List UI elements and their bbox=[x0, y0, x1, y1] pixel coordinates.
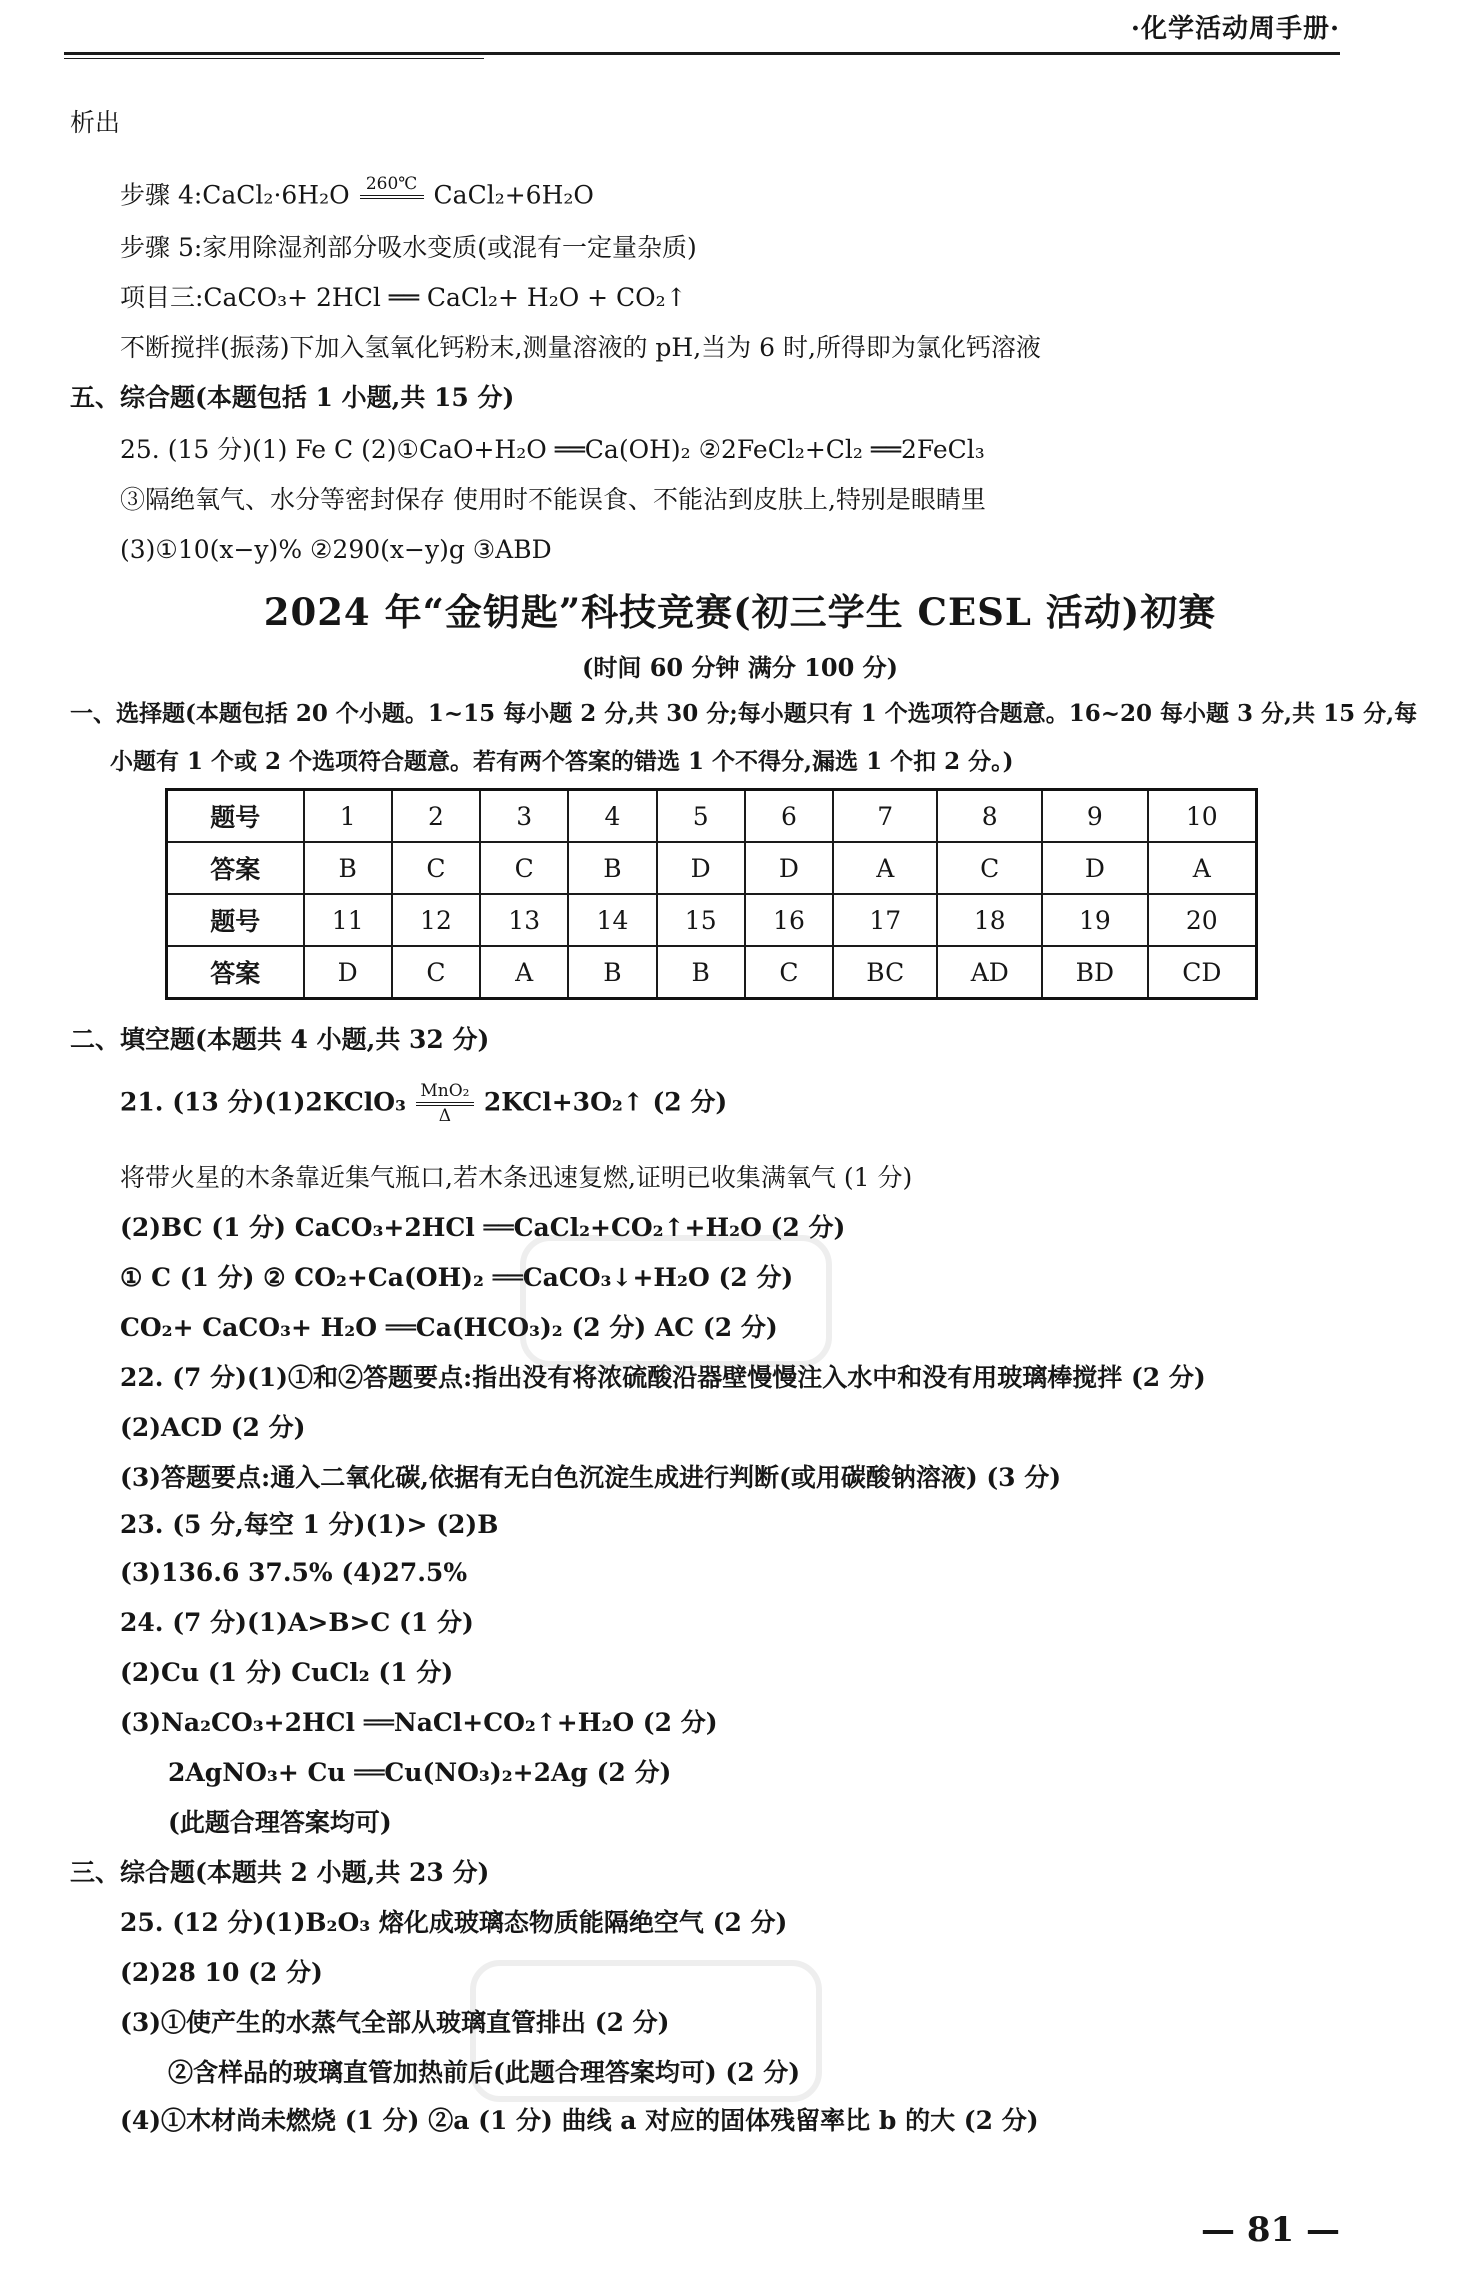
text-line: 析出 bbox=[70, 108, 121, 137]
table-cell: BC bbox=[833, 946, 937, 999]
table-cell: 17 bbox=[833, 894, 937, 946]
heat-symbol: Δ bbox=[438, 1106, 452, 1126]
reaction-right: CaCl₂+6H₂O bbox=[433, 180, 594, 210]
table-cell: 9 bbox=[1042, 790, 1148, 843]
row-label: 答案 bbox=[167, 842, 304, 894]
table-cell: B bbox=[568, 842, 656, 894]
text-line: 不断搅拌(振荡)下加入氢氧化钙粉末,测量溶液的 pH,当为 6 时,所得即为氯化钙溶液 bbox=[120, 333, 1041, 362]
exam-title: 2024 年“金钥匙”科技竞赛(初三学生 CESL 活动)初赛 bbox=[263, 590, 1217, 634]
row-label: 题号 bbox=[167, 790, 304, 843]
page-number: — 81 — bbox=[1201, 2210, 1340, 2250]
table-cell: 16 bbox=[745, 894, 833, 946]
text-line: 将带火星的木条靠近集气瓶口,若木条迅速复燃,证明已收集满氧气 (1 分) bbox=[120, 1163, 913, 1192]
reaction-left: 步骤 4:CaCl₂·6H₂O bbox=[120, 180, 350, 210]
exam-subtitle: (时间 60 分钟 满分 100 分) bbox=[582, 653, 898, 682]
table-cell: 20 bbox=[1148, 894, 1257, 946]
text-line: (3)Na₂CO₃+2HCl ══NaCl+CO₂↑+H₂O (2 分) bbox=[120, 1708, 718, 1737]
section-heading: 五、综合题(本题包括 1 小题,共 15 分) bbox=[70, 383, 515, 412]
table-cell: D bbox=[745, 842, 833, 894]
text-line: (此题合理答案均可) bbox=[168, 1808, 392, 1837]
table-cell: 2 bbox=[392, 790, 480, 843]
text-line: ① C (1 分) ② CO₂+Ca(OH)₂ ══CaCO₃↓+H₂O (2 分) bbox=[120, 1263, 794, 1292]
text-line: (2)Cu (1 分) CuCl₂ (1 分) bbox=[120, 1658, 454, 1687]
table-cell: C bbox=[937, 842, 1042, 894]
table-cell: C bbox=[745, 946, 833, 999]
text-line: (2)ACD (2 分) bbox=[120, 1413, 306, 1442]
text-line: (3)136.6 37.5% (4)27.5% bbox=[120, 1558, 468, 1587]
table-row bbox=[167, 894, 1257, 946]
q21-line1 bbox=[120, 1083, 727, 1125]
text-line: CO₂+ CaCO₃+ H₂O ══Ca(HCO₃)₂ (2 分) AC (2 分) bbox=[120, 1313, 778, 1342]
table-cell: D bbox=[304, 946, 392, 999]
text-line: ②含样品的玻璃直管加热前后(此题合理答案均可) (2 分) bbox=[168, 2058, 801, 2087]
watermark-stamp bbox=[470, 1960, 822, 2102]
table-cell: C bbox=[392, 946, 480, 999]
section-heading: 一、选择题(本题包括 20 个小题。1~15 每小题 2 分,共 30 分;每小题只有 1 个选项符合题意。16~20 每小题 3 分,共 15 分,每 bbox=[70, 700, 1418, 727]
table-cell: 8 bbox=[937, 790, 1042, 843]
table-cell: 6 bbox=[745, 790, 833, 843]
table-cell: 4 bbox=[568, 790, 656, 843]
text-line: 步骤 5:家用除湿剂部分吸水变质(或混有一定量杂质) bbox=[120, 233, 697, 262]
row-label: 答案 bbox=[167, 946, 304, 999]
catalyst-arrow bbox=[416, 1083, 474, 1125]
text-line: (2)28 10 (2 分) bbox=[120, 1958, 323, 1987]
table-cell: CD bbox=[1148, 946, 1257, 999]
text-line: (4)①木材尚未燃烧 (1 分) ②a (1 分) 曲线 a 对应的固体残留率比 b 的大 (2 分) bbox=[120, 2106, 1039, 2135]
text-line: (3)答题要点:通入二氧化碳,依据有无白色沉淀生成进行判断(或用碳酸钠溶液) (3 分) bbox=[120, 1463, 1062, 1492]
table-cell: BD bbox=[1042, 946, 1148, 999]
text-line: 24. (7 分)(1)A>B>C (1 分) bbox=[120, 1608, 474, 1637]
reaction-left: 21. (13 分)(1)2KClO₃ bbox=[120, 1087, 406, 1117]
section-heading: 二、填空题(本题共 4 小题,共 32 分) bbox=[70, 1025, 490, 1054]
table-cell: B bbox=[568, 946, 656, 999]
table-cell: 13 bbox=[480, 894, 568, 946]
table-cell: D bbox=[657, 842, 745, 894]
table-cell: 18 bbox=[937, 894, 1042, 946]
table-cell: C bbox=[392, 842, 480, 894]
table-cell: B bbox=[304, 842, 392, 894]
table-cell: 12 bbox=[392, 894, 480, 946]
table-cell: 1 bbox=[304, 790, 392, 843]
text-line: (2)BC (1 分) CaCO₃+2HCl ══CaCl₂+CO₂↑+H₂O (2 分) bbox=[120, 1213, 846, 1242]
text-line: (3)①10(x−y)% ②290(x−y)g ③ABD bbox=[120, 535, 552, 564]
text-line: 22. (7 分)(1)①和②答题要点:指出没有将浓硫酸沿器壁慢慢注入水中和没有用玻璃棒搅拌 (2 分) bbox=[120, 1363, 1206, 1392]
table-cell: 5 bbox=[657, 790, 745, 843]
reaction-condition: 260℃ bbox=[365, 174, 418, 194]
table-cell: B bbox=[657, 946, 745, 999]
table-cell: C bbox=[480, 842, 568, 894]
table-cell: A bbox=[480, 946, 568, 999]
table-cell: AD bbox=[937, 946, 1042, 999]
header-rule-thin bbox=[64, 58, 484, 59]
table-cell: 19 bbox=[1042, 894, 1148, 946]
watermark-stamp bbox=[520, 1235, 832, 1367]
table-cell: A bbox=[833, 842, 937, 894]
table-row bbox=[167, 790, 1257, 843]
text-line: 25. (15 分)(1) Fe C (2)①CaO+H₂O ══Ca(OH)₂ ②2FeCl₂+Cl₂ ══2FeCl₃ bbox=[120, 435, 985, 464]
catalyst-label: MnO₂ bbox=[420, 1081, 470, 1101]
table-cell: 11 bbox=[304, 894, 392, 946]
answer-table bbox=[165, 788, 1258, 1000]
reaction-condition-arrow bbox=[360, 176, 424, 218]
table-cell: 3 bbox=[480, 790, 568, 843]
row-label: 题号 bbox=[167, 894, 304, 946]
table-cell: 14 bbox=[568, 894, 656, 946]
reaction-step4 bbox=[120, 176, 594, 218]
text-line: 2AgNO₃+ Cu ══Cu(NO₃)₂+2Ag (2 分) bbox=[168, 1758, 672, 1787]
text-line: 23. (5 分,每空 1 分)(1)> (2)B bbox=[120, 1510, 499, 1539]
table-row bbox=[167, 842, 1257, 894]
table-cell: 7 bbox=[833, 790, 937, 843]
running-header: ·化学活动周手册· bbox=[1130, 14, 1340, 44]
header-rule bbox=[64, 52, 1340, 55]
table-cell: D bbox=[1042, 842, 1148, 894]
reaction-right: 2KCl+3O₂↑ (2 分) bbox=[483, 1087, 728, 1117]
table-cell: 15 bbox=[657, 894, 745, 946]
text-line: (3)①使产生的水蒸气全部从玻璃直管排出 (2 分) bbox=[120, 2008, 670, 2037]
text-line: ③隔绝氧气、水分等密封保存 使用时不能误食、不能沾到皮肤上,特别是眼睛里 bbox=[120, 485, 986, 514]
text-line: 项目三:CaCO₃+ 2HCl ══ CaCl₂+ H₂O + CO₂↑ bbox=[120, 283, 687, 312]
section-note: 小题有 1 个或 2 个选项符合题意。若有两个答案的错选 1 个不得分,漏选 1 个扣 2 分。) bbox=[110, 748, 1014, 775]
table-cell: A bbox=[1148, 842, 1257, 894]
table-cell: 10 bbox=[1148, 790, 1257, 843]
table-row bbox=[167, 946, 1257, 999]
text-line: 25. (12 分)(1)B₂O₃ 熔化成玻璃态物质能隔绝空气 (2 分) bbox=[120, 1908, 788, 1937]
section-heading: 三、综合题(本题共 2 小题,共 23 分) bbox=[70, 1858, 490, 1887]
